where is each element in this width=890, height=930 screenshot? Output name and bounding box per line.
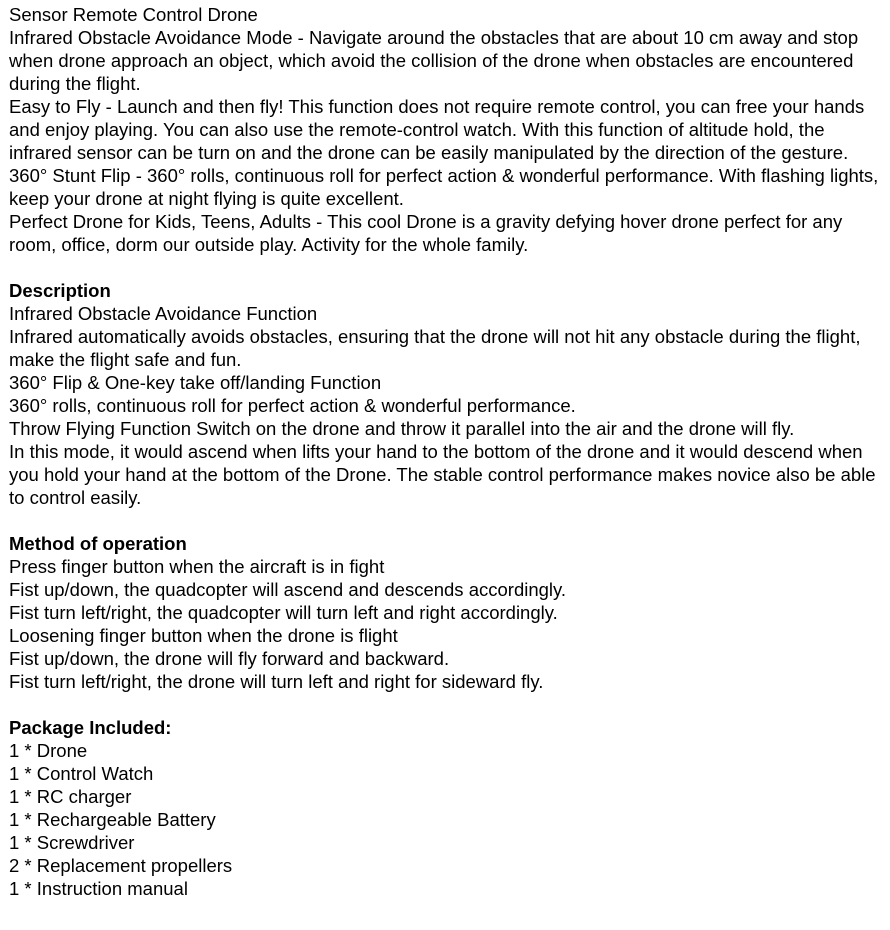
package-section <box>9 716 882 900</box>
operation-line: Fist up/down, the drone will fly forward and backward. <box>9 648 450 669</box>
feature-obstacle-avoidance: Infrared Obstacle Avoidance Mode - Navigate around the obstacles that are about 10 cm away and stop when drone approach an object, which avoid the collision of the drone when obstacles are encountered during the flight. <box>9 27 859 94</box>
feature-easy-to-fly: Easy to Fly - Launch and then fly! This function does not require remote control, you can free your hands and enjoy playing. You can also use the remote-control watch. With this function of altitude hold, the infrared sensor can be turn on and the drone can be easily manipulated by the direction of the gesture. <box>9 96 865 163</box>
feature-stunt-flip: 360° Stunt Flip - 360° rolls, continuous roll for perfect action & wonderful performance. With flashing lights, keep your drone at night flying is quite excellent. <box>9 165 879 209</box>
description-line: Throw Flying Function Switch on the drone and throw it parallel into the air and the drone will fly. <box>9 418 795 439</box>
operation-section <box>9 532 882 693</box>
section-spacer <box>9 693 882 716</box>
section-spacer <box>9 256 882 279</box>
operation-line: Press finger button when the aircraft is in fight <box>9 556 385 577</box>
package-item: 1 * Rechargeable Battery <box>9 809 216 830</box>
product-title: Sensor Remote Control Drone <box>9 4 258 25</box>
package-item: 2 * Replacement propellers <box>9 855 233 876</box>
description-line: 360° rolls, continuous roll for perfect action & wonderful performance. <box>9 395 576 416</box>
description-heading: Description <box>9 280 111 301</box>
package-item: 1 * RC charger <box>9 786 132 807</box>
feature-perfect-drone: Perfect Drone for Kids, Teens, Adults - This cool Drone is a gravity defying hover drone perfect for any room, office, dorm our outside play. Activity for the whole family. <box>9 211 843 255</box>
package-item: 1 * Drone <box>9 740 88 761</box>
description-line: Infrared automatically avoids obstacles, ensuring that the drone will not hit any obstacle during the flight, make the flight safe and fun. <box>9 326 861 370</box>
package-item: 1 * Screwdriver <box>9 832 135 853</box>
operation-line: Loosening finger button when the drone is flight <box>9 625 398 646</box>
operation-line: Fist turn left/right, the quadcopter will turn left and right accordingly. <box>9 602 558 623</box>
package-item: 1 * Control Watch <box>9 763 154 784</box>
description-line: 360° Flip & One-key take off/landing Function <box>9 372 382 393</box>
description-line: In this mode, it would ascend when lifts your hand to the bottom of the drone and it would descend when you hold your hand at the bottom of the Drone. The stable control performance makes novice also be able to control easily. <box>9 441 876 508</box>
intro-section <box>9 3 882 256</box>
package-heading: Package Included: <box>9 717 172 738</box>
operation-heading: Method of operation <box>9 533 187 554</box>
package-item: 1 * Instruction manual <box>9 878 188 899</box>
description-section <box>9 279 882 509</box>
section-spacer <box>9 509 882 532</box>
operation-line: Fist up/down, the quadcopter will ascend and descends accordingly. <box>9 579 567 600</box>
operation-line: Fist turn left/right, the drone will turn left and right for sideward fly. <box>9 671 544 692</box>
description-line: Infrared Obstacle Avoidance Function <box>9 303 318 324</box>
